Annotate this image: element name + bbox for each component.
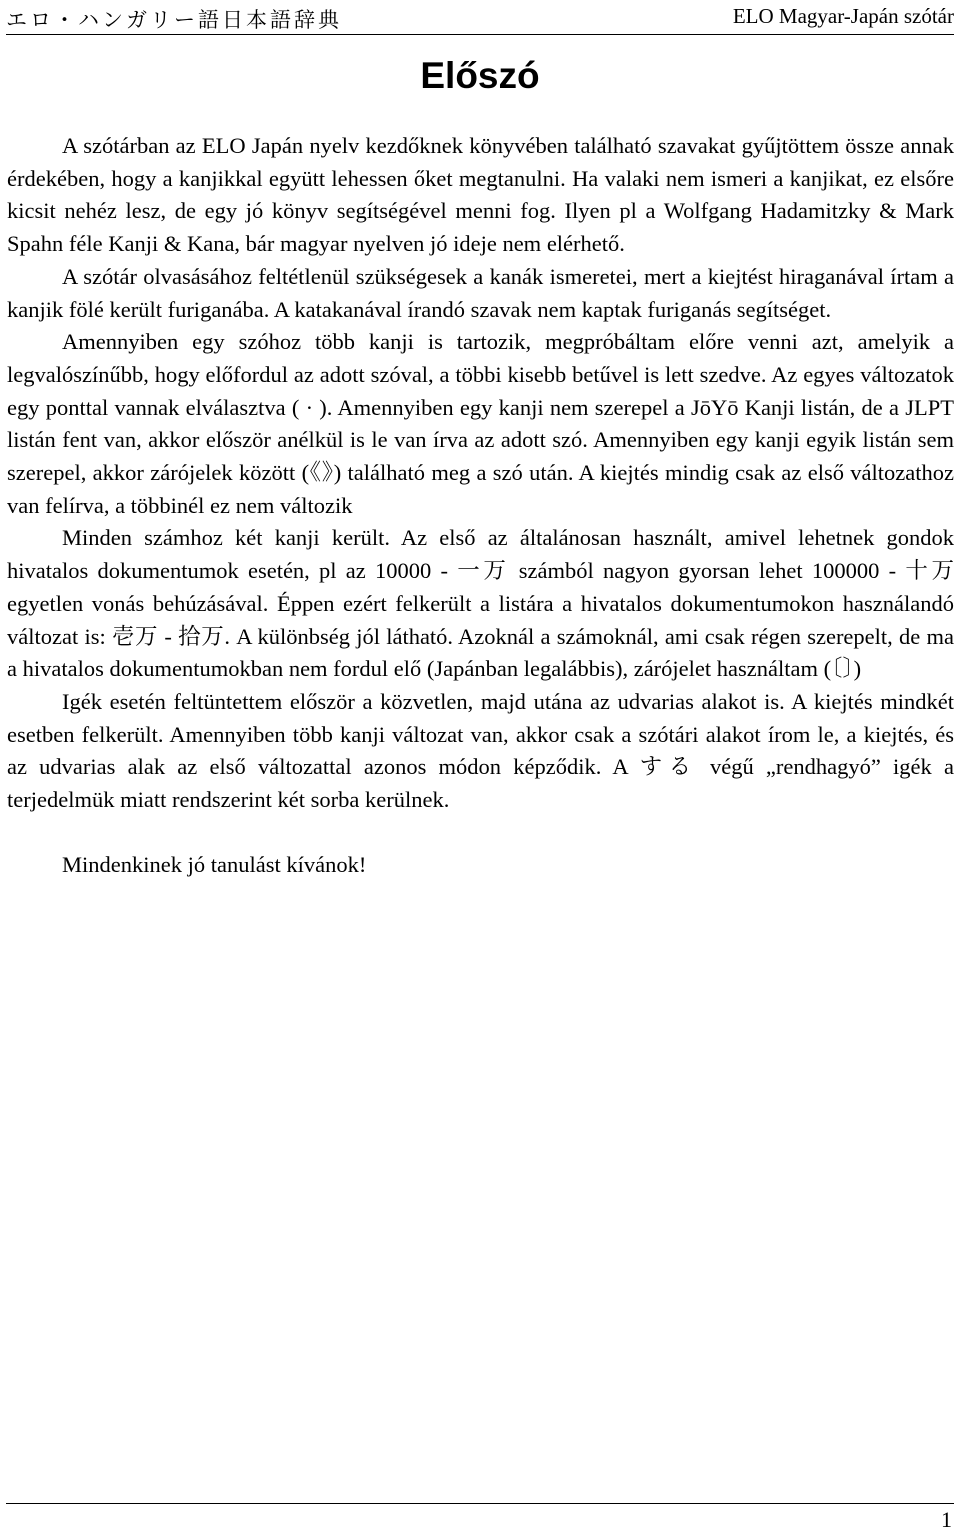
paragraph-kanji-variants: Amennyiben egy szóhoz több kanji is tartozik, megpróbáltam előre venni azt, amelyik a legvalószínűbb, hogy előfordul az adott szóval, a többi kisebb betűvel is lett szedve. Az egyes változatok egy ponttal vannak elválasztva ( · ). Amennyiben egy kanji nem szerepel a JōYō Kanji listán, de a JLPT listán fent van, akkor először anélkül is le van írva az adott szó. Amennyiben egy kanji egyik listán sem szerepel, akkor zárójelek között (《》) található meg a szó után. A kiejtés mindig csak az első változathoz van felírva, a többinél ez nem változik (7, 329, 954, 518)
header-japanese-title: エロ・ハンガリー語日本語辞典 (6, 8, 342, 32)
paragraph-numbers: Minden számhoz két kanji került. Az első az általánosan használt, amivel lehetnek gondok hivatalos dokumentumok esetén, pl az 10000 - 一万 számból nagyon gyorsan lehet 100000 - 十万 egyetlen vonás behúzásával. Éppen ezért felkerült a listára a hivatalos dokumentumokon használandó változat is: 壱万 - 拾万. A különbség jól látható. Azoknál a számoknál, ami csak régen szerepelt, de ma a hivatalos dokumentumokban nem fordul elő (Japánban legalábbis), zárójelet használtam (〔〕) (7, 525, 954, 682)
paragraph-verbs: Igék esetén feltüntettem először a közvetlen, majd utána az udvarias alakot is. A kiejtés mindkét esetben felkerült. Amennyiben több kanji változat van, akkor csak a szótári alakot írom le, a kiejtés, és az udvarias alak az első változattal azonos módon képződik. A する végű „rendhagyó” igék a terjedelmük miatt rendszerint két sorba kerülnek. (7, 688, 954, 813)
page-title: Előszó (420, 55, 540, 96)
document-body (7, 130, 954, 882)
paragraph-reading: A szótár olvasásához feltétlenül szükségesek a kanák ismeretei, mert a kiejtést hiraganával írtam a kanjik fölé került furiganába. A katakanával írandó szavak nem kaptak furiganás segítséget. (7, 263, 954, 322)
header-hungarian-title: ELO Magyar-Japán szótár (732, 4, 954, 28)
closing-line: Mindenkinek jó tanulást kívánok! (62, 852, 367, 878)
paragraph-spacer (7, 817, 954, 850)
page-number: 1 (941, 1507, 952, 1532)
page-header (6, 0, 954, 35)
paragraph-intro: A szótárban az ELO Japán nyelv kezdőknek könyvében található szavakat gyűjtöttem össze annak érdekében, hogy a kanjikkal együtt lehessen őket megtanulni. Ha valaki nem ismeri a kanjikat, ez elsőre kicsit nehéz lesz, de egy jó könyv segítségével menni fog. Ilyen pl a Wolfgang Hadamitzky & Mark Spahn féle Kanji & Kana, bár magyar nyelven jó ideje nem elérhető. (7, 133, 954, 257)
page-footer (6, 1503, 954, 1535)
